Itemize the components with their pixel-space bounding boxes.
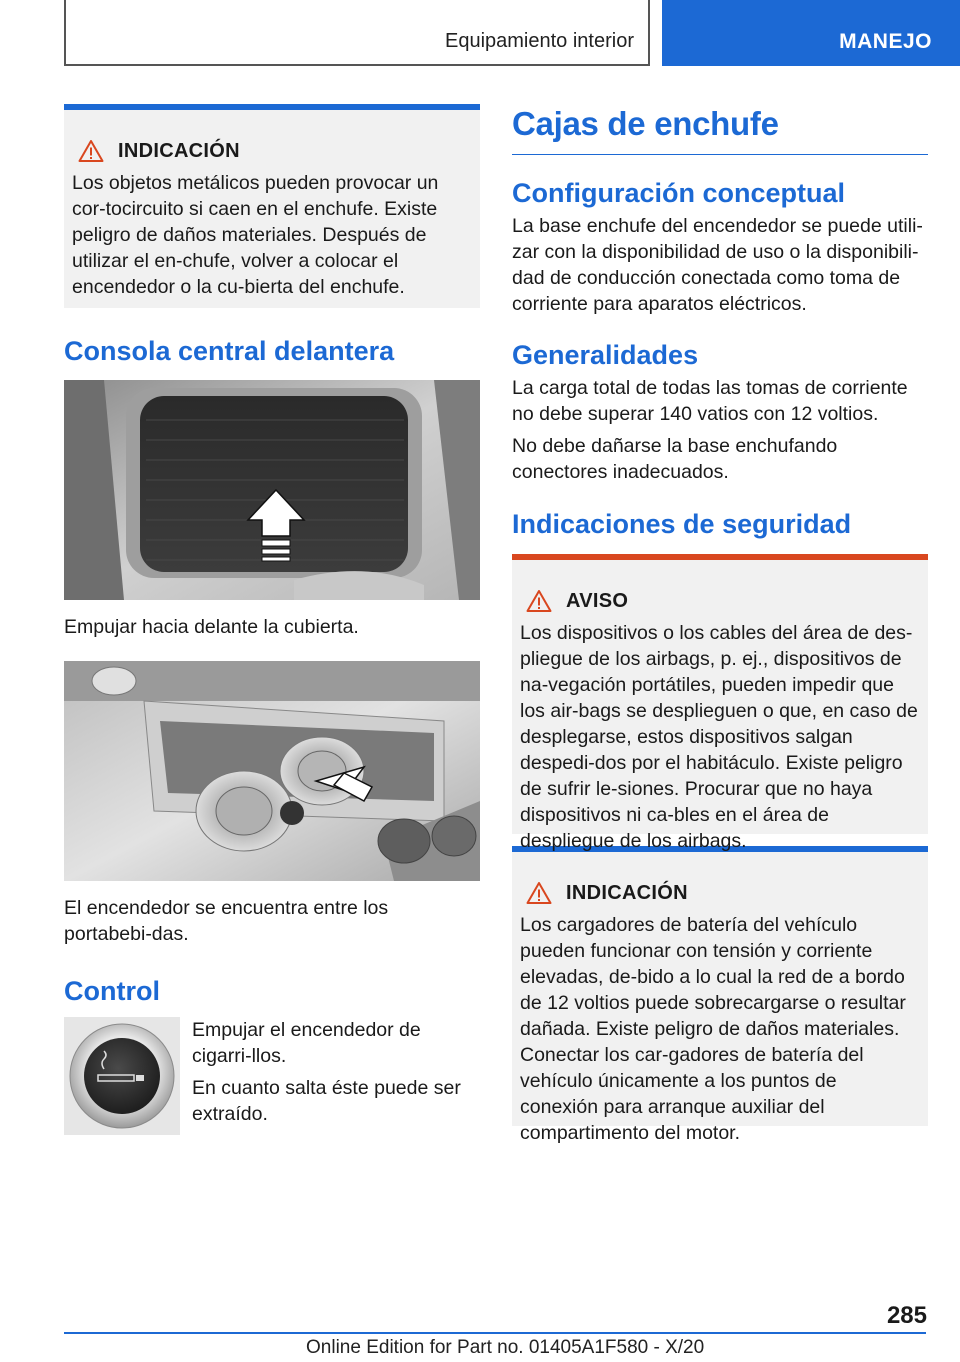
caption-lighter: El encendedor se encuentra entre los portabebi-das. [64,897,389,945]
aviso-header [520,586,920,616]
cigarette-lighter-icon [64,1017,180,1135]
notice2-title: INDICACIÓN [566,881,688,904]
heading-safety: Indicaciones de seguridad [512,509,852,539]
notice-title: INDICACIÓN [118,139,240,162]
notice2-body: Los cargadores de batería del vehículo pueden funcionar con tensión y corriente elevadas, de-bido a lo cual la red de a bordo de 12 voltios puede sobrecargarse o resultar dañada. Existe peligro de daños materiales. Conectar los car-gadores de batería del vehículo únicamente a los puntos de conexión para arranque auxiliar del compartimento del motor. [520,914,906,1144]
photo-lighter-location [64,661,480,881]
section-title: Cajas de enchufe [512,104,928,155]
header-chapter-title: MANEJO [839,30,932,53]
header-section-title: Equipamiento interior [445,30,634,52]
notice-box [64,104,480,308]
para-general-1: La carga total de todas las tomas de corriente no debe superar 140 vatios con 12 voltios. [512,377,908,425]
notice-header [72,136,472,166]
lighter-location-image [64,661,480,881]
page-number: 285 [886,1302,927,1329]
warning-triangle-icon [526,589,552,613]
aviso-title: AVISO [566,589,629,612]
warning-triangle-icon [526,881,552,905]
heading-config: Configuración conceptual [512,178,846,208]
header-chapter-tab [662,0,960,66]
left-column [64,104,480,1135]
right-column [512,104,928,1144]
photo-console-cover [64,380,480,600]
footer-edition: Online Edition for Part no. 01405A1F580 - X/20 [306,1337,705,1358]
console-cover-image [64,380,480,600]
heading-consola: Consola central delantera [64,336,395,366]
control-instruction-1: Empujar el encendedor de cigarri-llos. [192,1019,421,1067]
aviso-body: Los dispositivos o los cables del área de des-pliegue de los airbags, p. ej., dispositivos de na-vegación portátiles, pueden impedir que los air-bags se desplieguen o que, en caso de desplegarse, estos dispositivos salgan despedi-dos por el habitáculo. Existe peligro de sufrir le-siones. Procurar que no haya dispositivos ni ca-bles en el área de despliegue de los airbags. [520,622,918,852]
notice2-box [512,846,928,1144]
caption-cover: Empujar hacia delante la cubierta. [64,616,359,638]
control-text [192,1017,480,1135]
notice2-header [520,878,920,908]
control-instruction-2: En cuanto salta éste puede ser extraído. [192,1077,461,1125]
notice-body: Los objetos metálicos pueden provocar un cor-tocircuito si caen en el enchufe. Existe peligro de daños materiales. Después de utilizar el en-chufe, volver a colocar el encendedor o la cu-bierta del enchufe. [72,172,439,298]
heading-control: Control [64,976,160,1006]
warning-triangle-icon [78,139,104,163]
para-general-2: No debe dañarse la base enchufando conectores inadecuados. [512,435,838,483]
header-section-box [64,0,650,66]
control-row [64,1017,480,1135]
aviso-box [512,554,928,852]
para-config: La base enchufe del encendedor se puede utili-zar con la disponibilidad de uso o la disponibili-dad de conducción conectada como toma de corriente para aparatos eléctricos. [512,215,923,315]
footer-divider [64,1332,926,1334]
heading-generalidades: Generalidades [512,340,699,370]
